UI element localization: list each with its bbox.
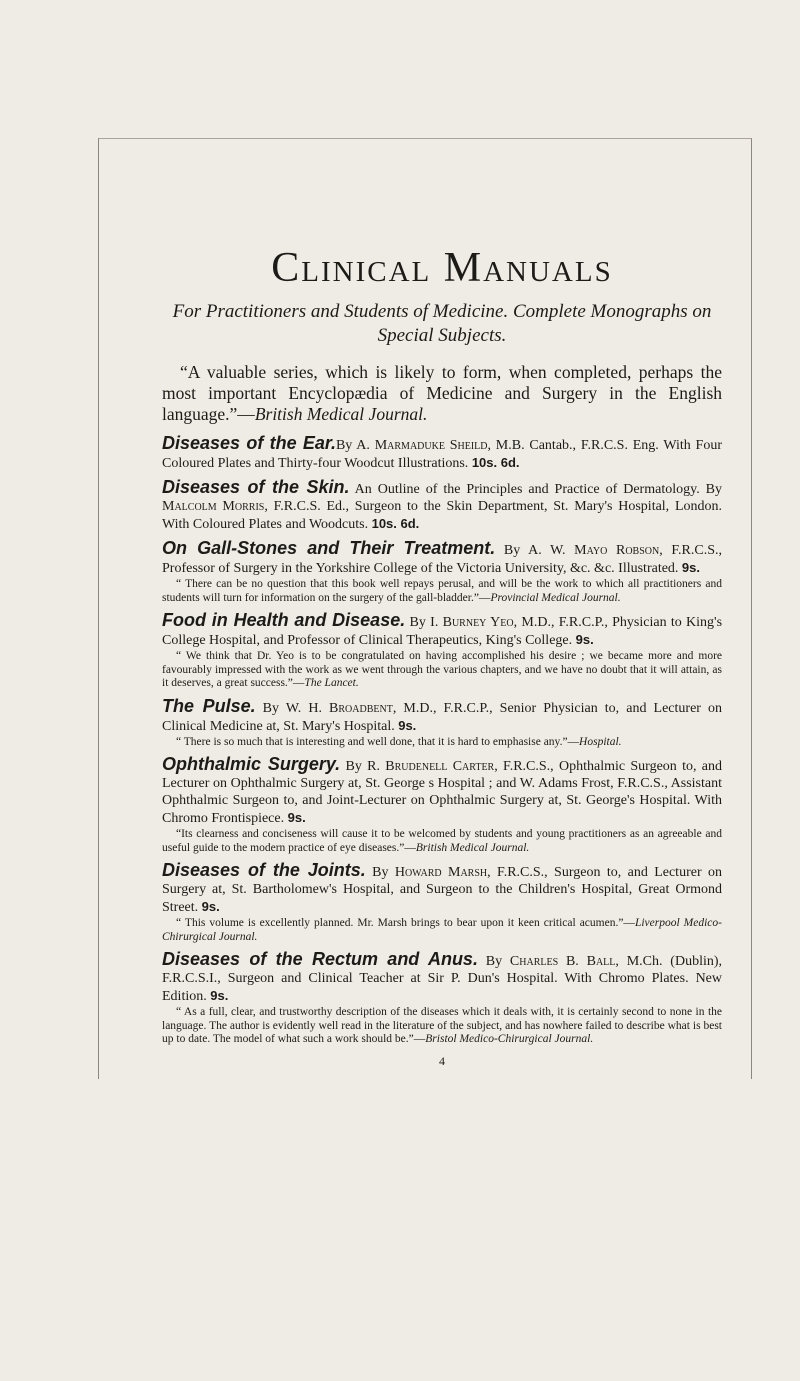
- book-author: Burney Yeo,: [442, 615, 518, 630]
- review-source: The Lancet.: [304, 677, 359, 689]
- book-by: By R.: [340, 759, 386, 774]
- book-by: An Outline of the Principles and Practice of Dermatology. By: [349, 482, 722, 497]
- review-text: “ There can be no question that this book well repays perusal, and will be the work to which all practitioners and students will turn for information on the surgery of the gall-bladder.”—: [162, 578, 722, 604]
- book-by: By: [477, 954, 510, 969]
- intro-source: British Medical Journal.: [254, 404, 428, 424]
- book-title: Food in Health and Disease.: [162, 610, 406, 630]
- book-price: 9s.: [210, 988, 229, 1003]
- entry-heading: [162, 862, 722, 916]
- entries-list: [162, 435, 722, 1047]
- intro-quote: [162, 362, 722, 425]
- review-source: Liverpool Medico-Chirurgical Journal.: [162, 917, 722, 943]
- book-by: By W. H.: [255, 700, 330, 716]
- book-entry: [162, 435, 722, 472]
- book-entry: [162, 756, 722, 855]
- entry-heading: [162, 612, 722, 649]
- intro-text: “A valuable series, which is likely to form, when completed, perhaps the most important Encyclopædia of Medicine and Surgery in the English language.”—: [162, 362, 722, 424]
- book-author: Marmaduke Sheild,: [374, 438, 492, 453]
- book-details: M.Ch. (Dublin), F.R.C.S.I., Surgeon and Clinical Teacher at Sir P. Dun's Hospital. With Chromo Plates. New Edition.: [162, 954, 723, 1004]
- review-quote: [162, 1006, 722, 1047]
- review-text: “ This volume is excellently planned. Mr. Marsh brings to bear upon it keen critical acumen.”—: [176, 917, 635, 929]
- book-author: Broadbent,: [329, 700, 397, 716]
- review-source: Provincial Medical Journal.: [490, 591, 621, 604]
- review-quote: [162, 828, 722, 855]
- book-details: M.B. Cantab., F.R.C.S. Eng. With Four Coloured Plates and Thirty-four Woodcut Illustrations.: [162, 438, 722, 471]
- book-title: The Pulse.: [162, 695, 256, 716]
- review-text: “ As a full, clear, and trustworthy description of the diseases which it deals with, it is certainly second to none in the language. The author is evidently well read in the literature of the subject, and has nowhere failed to describe what is best up to date. The model of what such a work should be.”—: [162, 1006, 722, 1045]
- page-subtitle: For Practitioners and Students of Medicine. Complete Monographs on Special Subjects.: [172, 301, 712, 346]
- book-entry: [162, 612, 722, 691]
- book-details: M.D., F.R.C.P., Senior Physician to, and Lecturer on Clinical Medicine at, St. Mary's Hospital.: [162, 700, 723, 734]
- page-content: [162, 244, 722, 1069]
- book-author: Malcolm Morris,: [162, 499, 268, 514]
- book-details: F.R.C.S., Ophthalmic Surgeon to, and Lecturer on Ophthalmic Surgery at, St. George s Hospital ; and W. Adams Frost, F.R.C.S., Assistant Ophthalmic Surgeon to, and Joint-Lecturer on Ophthalmic Surgery at, St. George's Hospital. With Chromo Frontispiece.: [162, 759, 723, 826]
- book-entry: [162, 695, 723, 750]
- book-title: Diseases of the Rectum and Anus.: [162, 949, 478, 969]
- book-title: Ophthalmic Surgery.: [162, 754, 341, 774]
- review-text: “Its clearness and conciseness will cause it to be welcomed by students and young practitioners as an agreeable and useful guide to the modern practice of eye diseases.”—: [162, 828, 722, 854]
- book-details: F.R.C.S. Ed., Surgeon to the Skin Department, St. Mary's Hospital, London. With Coloured Plates and Woodcuts.: [162, 499, 722, 532]
- review-quote: [162, 650, 722, 691]
- book-title: Diseases of the Joints.: [162, 860, 366, 880]
- book-entry: [162, 862, 722, 944]
- review-quote: [162, 578, 722, 605]
- entry-heading: [162, 479, 722, 533]
- book-price: 9s.: [681, 560, 700, 575]
- review-quote: [162, 736, 722, 750]
- book-author: Howard Marsh,: [394, 865, 491, 880]
- page-number: 4: [439, 1053, 445, 1068]
- review-text: “ There is so much that is interesting and well done, that it is hard to emphasise any.”—: [176, 735, 580, 748]
- entry-heading: [162, 695, 723, 735]
- book-price: 10s. 6d.: [371, 516, 420, 531]
- review-source: Hospital.: [579, 735, 622, 748]
- book-by: By I.: [405, 615, 443, 630]
- book-details: M.D., F.R.C.P., Physician to King's College Hospital, and Professor of Clinical Therapeutics, King's College.: [162, 615, 723, 648]
- book-details: F.R.C.S., Professor of Surgery in the Yorkshire College of the Victoria University, &c. &c. Illustrated.: [162, 543, 722, 576]
- review-source: British Medical Journal.: [415, 841, 530, 854]
- book-by: By A. W.: [495, 543, 575, 558]
- book-by: By A.: [335, 438, 375, 453]
- entry-heading: [162, 540, 722, 577]
- book-entry: [162, 540, 722, 605]
- book-price: 9s.: [575, 632, 594, 647]
- entry-heading: [162, 756, 722, 827]
- book-by: By: [365, 865, 395, 880]
- entry-heading: [162, 435, 722, 472]
- book-author: Charles B. Ball,: [509, 954, 619, 969]
- review-text: “ We think that Dr. Yeo is to be congratulated on having accomplished his desire ; we became more and more favourably impressed with the work as we went through the various chapters, and we have no doubt that it will attain, as it deserves, a great success.”—: [162, 650, 722, 689]
- book-price: 9s.: [398, 717, 417, 733]
- book-price: 9s.: [287, 810, 306, 825]
- book-entry: [162, 951, 722, 1047]
- book-details: F.R.C.S., Surgeon to, and Lecturer on Surgery at, St. Bartholomew's Hospital, and Surgeon to the Children's Hospital, Great Ormond Street.: [162, 865, 723, 915]
- book-title: Diseases of the Ear.: [162, 433, 336, 453]
- page-title: Clinical Manuals: [271, 245, 613, 291]
- review-source: Bristol Medico-Chirurgical Journal.: [425, 1033, 594, 1045]
- book-title: On Gall-Stones and Their Treatment.: [162, 538, 496, 558]
- book-price: 9s.: [201, 899, 220, 914]
- review-quote: [162, 917, 722, 944]
- book-title: Diseases of the Skin.: [162, 477, 350, 497]
- book-author: Mayo Robson,: [574, 543, 663, 558]
- book-price: 10s. 6d.: [471, 455, 520, 470]
- book-author: Brudenell Carter,: [385, 759, 498, 774]
- book-entry: [162, 479, 722, 533]
- entry-heading: [162, 951, 722, 1005]
